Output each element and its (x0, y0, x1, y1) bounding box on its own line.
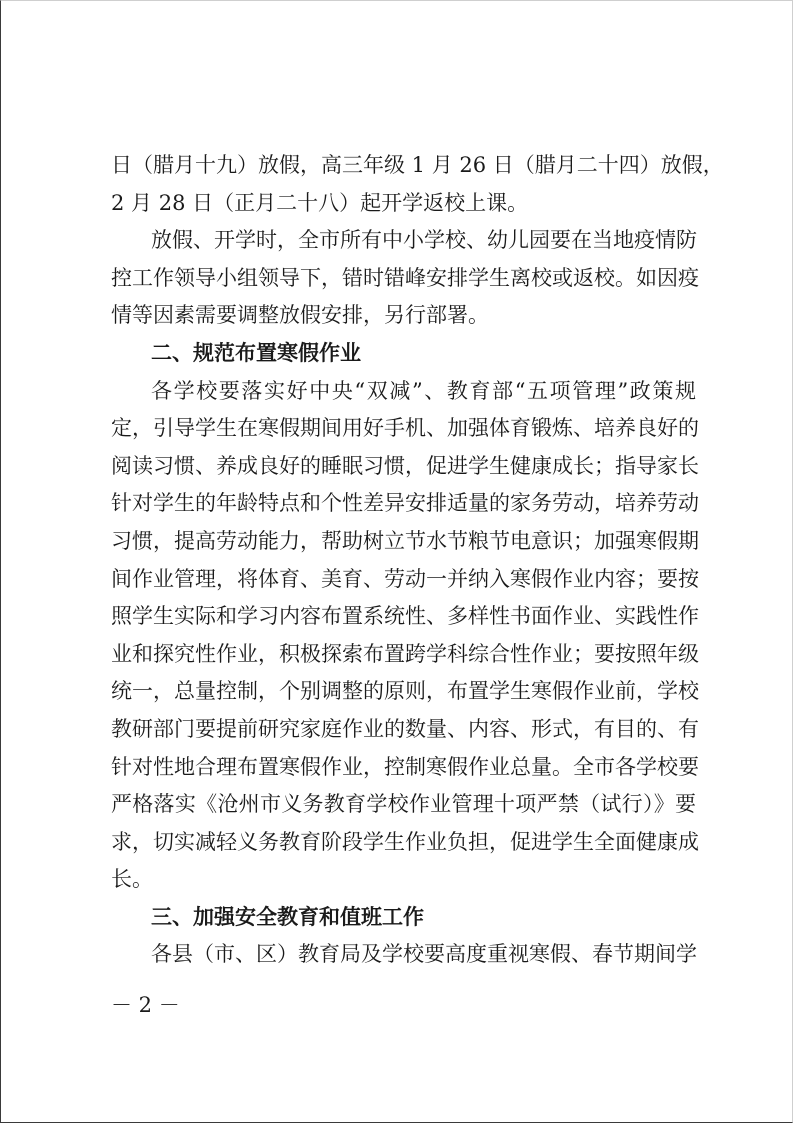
body-line: 习惯，提高劳动能力，帮助树立节水节粮节电意识；加强寒假期 (111, 528, 699, 553)
body-line: 针对学生的年龄特点和个性差异安排适量的家务劳动，培养劳动 (111, 491, 699, 516)
body-line: 日（腊月十九）放假，高三年级 1 月 26 日（腊月二十四）放假， (111, 153, 724, 177)
body-line: 严格落实《沧州市义务教育学校作业管理十项严禁（试行）》要 (111, 792, 696, 817)
page-number: － 2 － (111, 993, 180, 1017)
body-line: 阅读习惯、养成良好的睡眠习惯，促进学生健康成长；指导家长 (111, 453, 699, 478)
body-line: 情等因素需要调整放假安排，另行部署。 (111, 303, 489, 328)
body-line: 照学生实际和学习内容布置系统性、多样性书面作业、实践性作 (111, 604, 699, 629)
body-line: 求，切实减轻义务教育阶段学生作业负担，促进学生全面健康成 (111, 829, 699, 854)
paragraph-start-line: 各学校要落实好中央“双减”、教育部“五项管理”政策规 (151, 378, 696, 403)
body-line: 统一，总量控制，个别调整的原则，布置学生寒假作业前，学校 (111, 679, 699, 704)
body-line: 教研部门要提前研究家庭作业的数量、内容、形式，有目的、有 (111, 716, 699, 741)
body-line: 定，引导学生在寒假期间用好手机、加强体育锻炼、培养良好的 (111, 416, 699, 441)
section-heading-2: 二、规范布置寒假作业 (151, 340, 361, 365)
document-body (111, 147, 724, 974)
body-line: 针对性地合理布置寒假作业，控制寒假作业总量。全市各学校要 (111, 754, 699, 779)
section-heading-3: 三、加强安全教育和值班工作 (151, 904, 424, 929)
body-line: 长。 (111, 867, 153, 892)
body-line: 间作业管理，将体育、美育、劳动一并纳入寒假作业内容；要按 (111, 566, 699, 591)
body-line: 控工作领导小组领导下，错时错峰安排学生离校或返校。如因疫 (111, 265, 699, 290)
paragraph-start-line: 放假、开学时，全市所有中小学校、幼儿园要在当地疫情防 (151, 228, 697, 253)
body-line: 2 月 28 日（正月二十八）起开学返校上课。 (111, 190, 529, 215)
body-line: 业和探究性作业，积极探索布置跨学科综合性作业；要按照年级 (111, 641, 699, 666)
paragraph-start-line: 各县（市、区）教育局及学校要高度重视寒假、春节期间学 (151, 942, 697, 967)
